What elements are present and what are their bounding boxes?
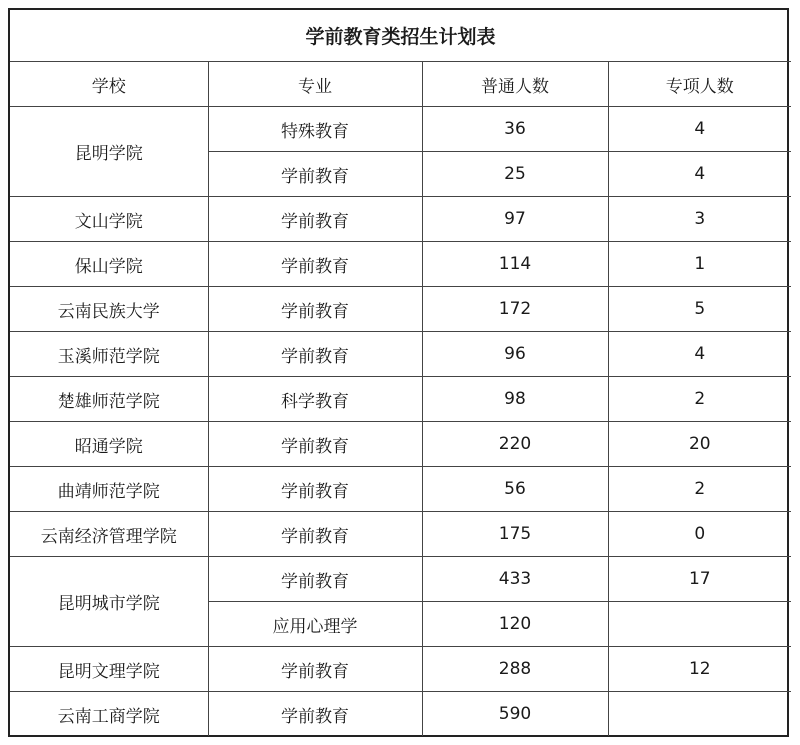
table-row [10, 647, 791, 692]
cell-regular-count: 120 [422, 602, 608, 647]
cell-regular-count: 220 [422, 422, 608, 467]
table-header-row [10, 62, 791, 107]
cell-regular-count: 175 [422, 512, 608, 557]
cell-school: 保山学院 [10, 242, 208, 287]
cell-special-count: 4 [608, 107, 791, 152]
cell-regular-count: 114 [422, 242, 608, 287]
cell-regular-count: 590 [422, 692, 608, 737]
cell-special-count: 3 [608, 197, 791, 242]
cell-special-count: 0 [608, 512, 791, 557]
cell-major: 学前教育 [208, 152, 422, 197]
cell-school: 楚雄师范学院 [10, 377, 208, 422]
cell-school: 云南民族大学 [10, 287, 208, 332]
enrollment-plan-table-frame [8, 8, 789, 737]
table-row [10, 332, 791, 377]
table-row [10, 197, 791, 242]
cell-regular-count: 36 [422, 107, 608, 152]
table-row [10, 287, 791, 332]
cell-regular-count: 56 [422, 467, 608, 512]
cell-regular-count: 288 [422, 647, 608, 692]
header-special-count: 专项人数 [608, 62, 791, 107]
cell-major: 学前教育 [208, 692, 422, 737]
cell-regular-count: 98 [422, 377, 608, 422]
cell-special-count: 17 [608, 557, 791, 602]
cell-major: 特殊教育 [208, 107, 422, 152]
table-row [10, 422, 791, 467]
cell-regular-count: 96 [422, 332, 608, 377]
cell-regular-count: 25 [422, 152, 608, 197]
cell-special-count [608, 692, 791, 737]
cell-major: 学前教育 [208, 512, 422, 557]
cell-major: 学前教育 [208, 557, 422, 602]
cell-major: 学前教育 [208, 647, 422, 692]
header-school: 学校 [10, 62, 208, 107]
cell-regular-count: 97 [422, 197, 608, 242]
cell-special-count: 5 [608, 287, 791, 332]
cell-special-count: 1 [608, 242, 791, 287]
cell-special-count: 12 [608, 647, 791, 692]
cell-school: 昭通学院 [10, 422, 208, 467]
cell-major: 学前教育 [208, 332, 422, 377]
table-title-row [10, 10, 791, 62]
table-row [10, 107, 791, 152]
table-row [10, 377, 791, 422]
header-regular-count: 普通人数 [422, 62, 608, 107]
cell-major: 学前教育 [208, 287, 422, 332]
cell-regular-count: 433 [422, 557, 608, 602]
cell-school: 曲靖师范学院 [10, 467, 208, 512]
cell-special-count: 4 [608, 152, 791, 197]
cell-school: 昆明文理学院 [10, 647, 208, 692]
cell-school: 昆明城市学院 [10, 557, 208, 647]
table-row [10, 692, 791, 737]
cell-major: 学前教育 [208, 242, 422, 287]
header-major: 专业 [208, 62, 422, 107]
cell-school: 玉溪师范学院 [10, 332, 208, 377]
cell-school: 文山学院 [10, 197, 208, 242]
table-title: 学前教育类招生计划表 [10, 10, 791, 62]
cell-school: 云南工商学院 [10, 692, 208, 737]
cell-school: 昆明学院 [10, 107, 208, 197]
cell-special-count: 2 [608, 377, 791, 422]
cell-special-count: 2 [608, 467, 791, 512]
table-row [10, 242, 791, 287]
cell-special-count: 20 [608, 422, 791, 467]
table-row [10, 557, 791, 602]
cell-major: 学前教育 [208, 197, 422, 242]
cell-special-count [608, 602, 791, 647]
enrollment-plan-table [10, 10, 791, 736]
cell-major: 学前教育 [208, 422, 422, 467]
table-row [10, 512, 791, 557]
cell-special-count: 4 [608, 332, 791, 377]
cell-school: 云南经济管理学院 [10, 512, 208, 557]
table-row [10, 467, 791, 512]
cell-major: 应用心理学 [208, 602, 422, 647]
cell-regular-count: 172 [422, 287, 608, 332]
cell-major: 科学教育 [208, 377, 422, 422]
cell-major: 学前教育 [208, 467, 422, 512]
